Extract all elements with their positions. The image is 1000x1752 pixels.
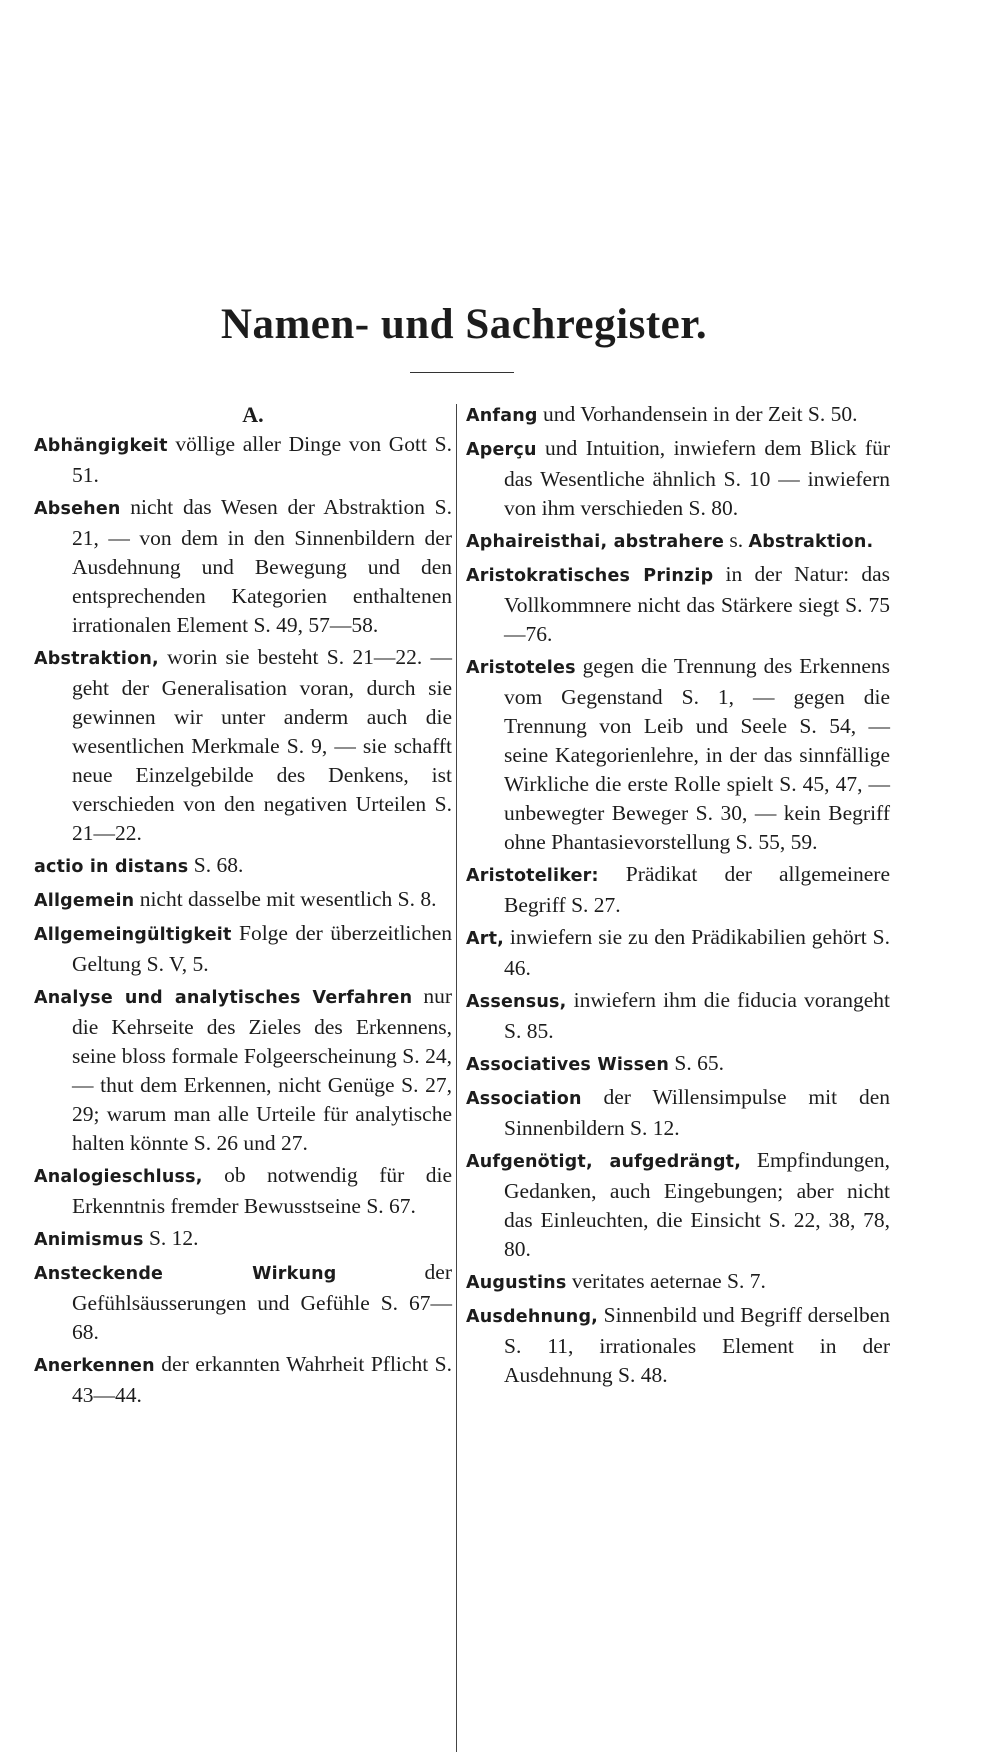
entry-keyword: Abhängigkeit — [34, 436, 168, 456]
index-entry — [34, 1224, 452, 1255]
entry-keyword: Association — [466, 1089, 582, 1109]
entry-text: gegen die Trennung des Erkennens vom Gegenstand S. 1, — gegen die Trennung von Leib und Seele S. 54, — seine Kategorienlehre, in der das sinnfällige Wirkliche die erste Rolle spielt S. 45, 47, — unbewegter Beweger S. 30, — kein Begriff ohne Phantasievorstellung S. 55, 59. — [504, 654, 890, 854]
entry-text: der erkannten Wahrheit Pflicht S. 43—44. — [72, 1352, 452, 1407]
index-entry — [34, 919, 452, 979]
index-entry — [34, 982, 452, 1158]
page-title: Namen- und Sachregister. — [220, 301, 708, 348]
entry-keyword: Aristoteles — [466, 658, 576, 678]
index-entry — [466, 1049, 890, 1080]
index-entry — [466, 1083, 890, 1143]
entry-text: s. — [724, 528, 749, 552]
index-entry — [466, 1301, 890, 1390]
index-entry — [466, 860, 890, 920]
entry-text: S. 68. — [188, 853, 244, 877]
entry-text: der Gefühlsäusserungen und Gefühle S. 67—68. — [72, 1260, 452, 1344]
entry-text: inwiefern ihm die fiducia vorangeht S. 85. — [504, 988, 890, 1043]
entry-text: Folge der überzeitlichen Geltung S. V, 5. — [72, 921, 452, 976]
entry-text: S. 65. — [669, 1051, 724, 1075]
entry-text: Empfindungen, Gedanken, auch Eingebungen; aber nicht das Einleuchten, die Einsicht S. 22, 38, 78, 80. — [504, 1148, 890, 1261]
title-rule — [410, 372, 514, 373]
entry-keyword: Assensus, — [466, 992, 567, 1012]
entry-text: worin sie besteht S. 21—22. — geht der Generalisation voran, durch sie gewinnen wir unter anderm auch die wesentlichen Merkmale S. 9, — sie schafft neue Einzelgebilde des Denkens, ist verschieden von den negativen Urteilen S. 21—22. — [72, 645, 452, 845]
entry-keyword: Ansteckende Wirkung — [34, 1264, 337, 1284]
entry-text: in der Natur: das Vollkommnere nicht das Stärkere siegt S. 75—76. — [504, 562, 890, 646]
right-entries — [466, 400, 890, 1390]
entry-keyword: Absehen — [34, 499, 121, 519]
entry-keyword: Allgemeingültigkeit — [34, 925, 232, 945]
entry-keyword: Aufgenötigt, aufgedrängt, — [466, 1152, 742, 1172]
right-column — [466, 400, 890, 1393]
column-divider — [456, 404, 457, 1752]
entry-keyword: Analyse und analytisches Verfahren — [34, 988, 413, 1008]
index-entry — [466, 652, 890, 857]
left-entries — [34, 430, 452, 1410]
entry-text: völlige aller Dinge von Gott S. 51. — [72, 432, 452, 487]
left-column — [34, 400, 452, 1413]
index-entry — [466, 526, 890, 557]
index-entry — [34, 430, 452, 490]
index-entry — [466, 923, 890, 983]
index-entry — [466, 1146, 890, 1264]
entry-text: und Vorhandensein in der Zeit S. 50. — [537, 402, 858, 426]
entry-text: veritates aeternae S. 7. — [566, 1269, 766, 1293]
index-entry — [34, 1161, 452, 1221]
entry-text: Prädikat der allgemeinere Begriff S. 27. — [504, 862, 890, 917]
entry-keyword: Associatives Wissen — [466, 1055, 669, 1075]
entry-keyword: Art, — [466, 929, 504, 949]
entry-keyword: Aristoteliker: — [466, 866, 599, 886]
entry-keyword: Aristokratisches Prinzip — [466, 566, 714, 586]
index-entry — [466, 434, 890, 523]
entry-text: der Willensimpulse mit den Sinnenbildern S. 12. — [504, 1085, 890, 1140]
entry-keyword: Anerkennen — [34, 1356, 155, 1376]
entry-keyword: Aphaireisthai, abstrahere — [466, 532, 725, 552]
entry-keyword: Abstraktion, — [34, 649, 159, 669]
entry-text: nur die Kehrseite des Zieles des Erkennens, seine bloss formale Folgeerscheinung S. 24, — thut dem Erkennen, nicht Genüge S. 27, 29; warum man alle Urteile für analytische halten könnte S. 26 und 27. — [72, 984, 452, 1155]
index-entry — [34, 1258, 452, 1347]
entry-cross-reference: Abstraktion. — [748, 532, 874, 552]
entry-text: nicht das Wesen der Abstraktion S. 21, — von dem in den Sinnenbildern der Ausdehnung und Bewegung und den entsprechenden Kategorien enthaltenen irrationalen Element S. 49, 57—58. — [72, 495, 452, 637]
entry-keyword: Analogieschluss, — [34, 1167, 203, 1187]
index-entry — [466, 400, 890, 431]
index-entry — [34, 493, 452, 640]
entry-text: nicht dasselbe mit wesentlich S. 8. — [134, 887, 437, 911]
index-entry — [466, 1267, 890, 1298]
entry-keyword: Anfang — [466, 406, 538, 426]
letter-heading: A. — [242, 402, 264, 427]
index-entry — [34, 1350, 452, 1410]
entry-text: Sinnenbild und Begriff derselben S. 11, irrationales Element in der Ausdehnung S. 48. — [504, 1303, 890, 1387]
entry-text: S. 12. — [143, 1226, 199, 1250]
index-entry — [466, 560, 890, 649]
entry-keyword: Animismus — [34, 1230, 144, 1250]
entry-keyword: Ausdehnung, — [466, 1307, 599, 1327]
entry-text: und Intuition, inwiefern dem Blick für das Wesentliche ähnlich S. 10 — inwiefern von ihm verschieden S. 80. — [504, 436, 890, 520]
index-entry — [34, 885, 452, 916]
index-entry — [466, 986, 890, 1046]
entry-text: ob notwendig für die Erkenntnis fremder Bewusstseine S. 67. — [72, 1163, 452, 1218]
entry-keyword: actio in distans — [34, 857, 189, 877]
entry-text: inwiefern sie zu den Prädikabilien gehört S. 46. — [504, 925, 890, 980]
index-entry — [34, 851, 452, 882]
entry-keyword: Augustins — [466, 1273, 567, 1293]
index-entry — [34, 643, 452, 848]
entry-keyword: Allgemein — [34, 891, 135, 911]
entry-keyword: Aperçu — [466, 440, 537, 460]
